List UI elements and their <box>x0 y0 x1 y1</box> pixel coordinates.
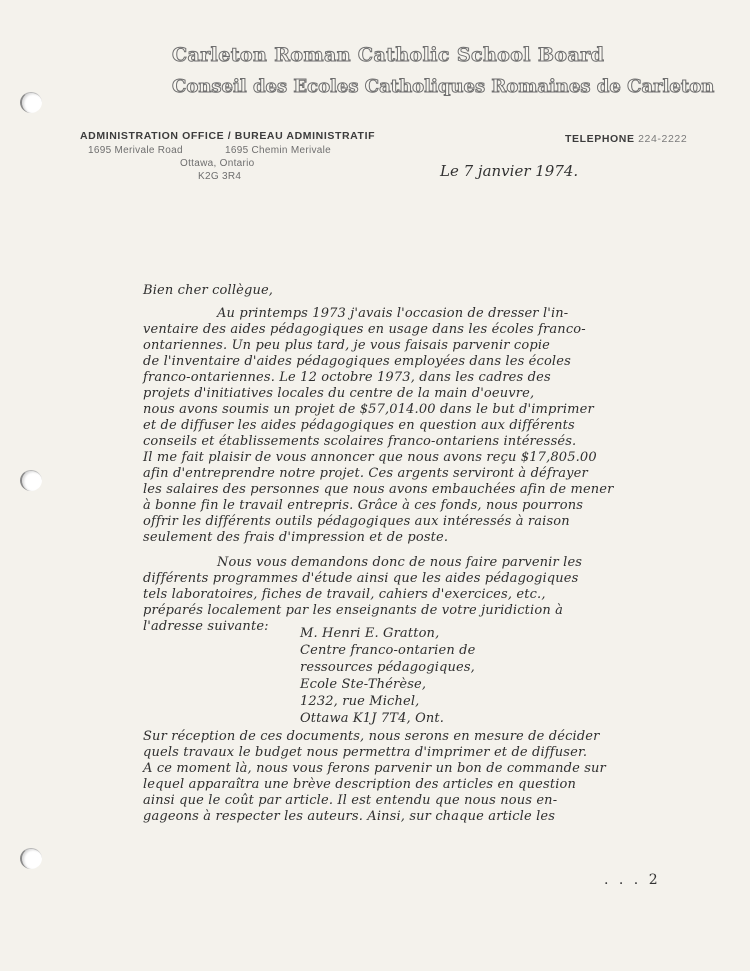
address-line: Ottawa K1J 7T4, Ont. <box>300 711 445 726</box>
address-french: 1695 Chemin Merivale <box>225 145 332 156</box>
address-city: Ottawa, Ontario <box>180 158 255 169</box>
text-line: projets d'initiatives locales du centre de la main d'oeuvre, <box>143 386 535 401</box>
address-english: 1695 Merivale Road <box>88 145 183 156</box>
text-line: de l'inventaire d'aides pédagogiques employées dans les écoles <box>143 354 571 369</box>
text-line: ainsi que le coût par article. Il est entendu que nous nous en- <box>143 793 558 808</box>
recipient-address <box>300 625 475 727</box>
paragraph-1 <box>143 306 663 546</box>
salutation: Bien cher collègue, <box>143 283 274 298</box>
address-line: 1232, rue Michel, <box>300 694 420 709</box>
text-line: ontariennes. Un peu plus tard, je vous faisais parvenir copie <box>143 338 550 353</box>
text-line: franco-ontariennes. Le 12 octobre 1973, dans les cadres des <box>143 370 551 385</box>
telephone <box>565 133 687 145</box>
text-line: afin d'entreprendre notre projet. Ces argents serviront à défrayer <box>143 466 588 481</box>
telephone-label: TELEPHONE <box>565 133 635 145</box>
address-postal-code: K2G 3R4 <box>198 171 242 182</box>
board-name-english: Carleton Roman Catholic School Board <box>172 44 605 66</box>
punch-hole <box>20 92 42 113</box>
address-line: Centre franco-ontarien de <box>300 643 476 658</box>
text-line: différents programmes d'étude ainsi que les aides pédagogiques <box>143 571 579 586</box>
text-line: préparés localement par les enseignants de votre juridiction à <box>143 603 564 618</box>
text-line: lequel apparaîtra une brève description des articles en question <box>143 777 577 792</box>
text-line: l'adresse suivante: <box>143 619 269 634</box>
text-line: Il me fait plaisir de vous annoncer que nous avons reçu $17,805.00 <box>143 450 597 465</box>
text-line: les salaires des personnes que nous avons embauchées afin de mener <box>143 482 614 497</box>
paragraph-3 <box>143 729 663 825</box>
text-line: gageons à respecter les auteurs. Ainsi, sur chaque article les <box>143 809 556 824</box>
page-continuation: . . . 2 <box>604 872 661 888</box>
address-line: M. Henri E. Gratton, <box>300 626 440 641</box>
text-line: Nous vous demandons donc de nous faire parvenir les <box>217 555 583 570</box>
text-line: tels laboratoires, fiches de travail, cahiers d'exercices, etc., <box>143 587 546 602</box>
paragraph-2 <box>143 555 663 635</box>
text-line: Au printemps 1973 j'avais l'occasion de dresser l'in- <box>217 306 569 321</box>
board-name-french: Conseil des Ecoles Catholiques Romaines de Carleton <box>172 76 715 97</box>
text-line: quels travaux le budget nous permettra d'imprimer et de diffuser. <box>143 745 588 760</box>
office-label: ADMINISTRATION OFFICE / BUREAU ADMINISTRATIF <box>80 130 376 142</box>
text-line: Sur réception de ces documents, nous serons en mesure de décider <box>143 729 600 744</box>
address-line: Ecole Ste-Thérèse, <box>300 677 427 692</box>
telephone-number: 224-2222 <box>638 133 688 145</box>
punch-hole <box>20 848 42 869</box>
address-line: ressources pédagogiques, <box>300 660 475 675</box>
text-line: nous avons soumis un projet de $57,014.00 dans le but d'imprimer <box>143 402 594 417</box>
text-line: ventaire des aides pédagogiques en usage dans les écoles franco- <box>143 322 586 337</box>
text-line: offrir les différents outils pédagogiques aux intéressés à raison <box>143 514 570 529</box>
text-line: et de diffuser les aides pédagogiques en question aux différents <box>143 418 575 433</box>
punch-hole <box>20 470 42 491</box>
text-line: seulement des frais d'impression et de poste. <box>143 530 449 545</box>
letter-date: Le 7 janvier 1974. <box>440 162 579 180</box>
text-line: conseils et établissements scolaires franco-ontariens intéressés. <box>143 434 577 449</box>
text-line: à bonne fin le travail entrepris. Grâce à ces fonds, nous pourrons <box>143 498 584 513</box>
text-line: A ce moment là, nous vous ferons parvenir un bon de commande sur <box>143 761 606 776</box>
